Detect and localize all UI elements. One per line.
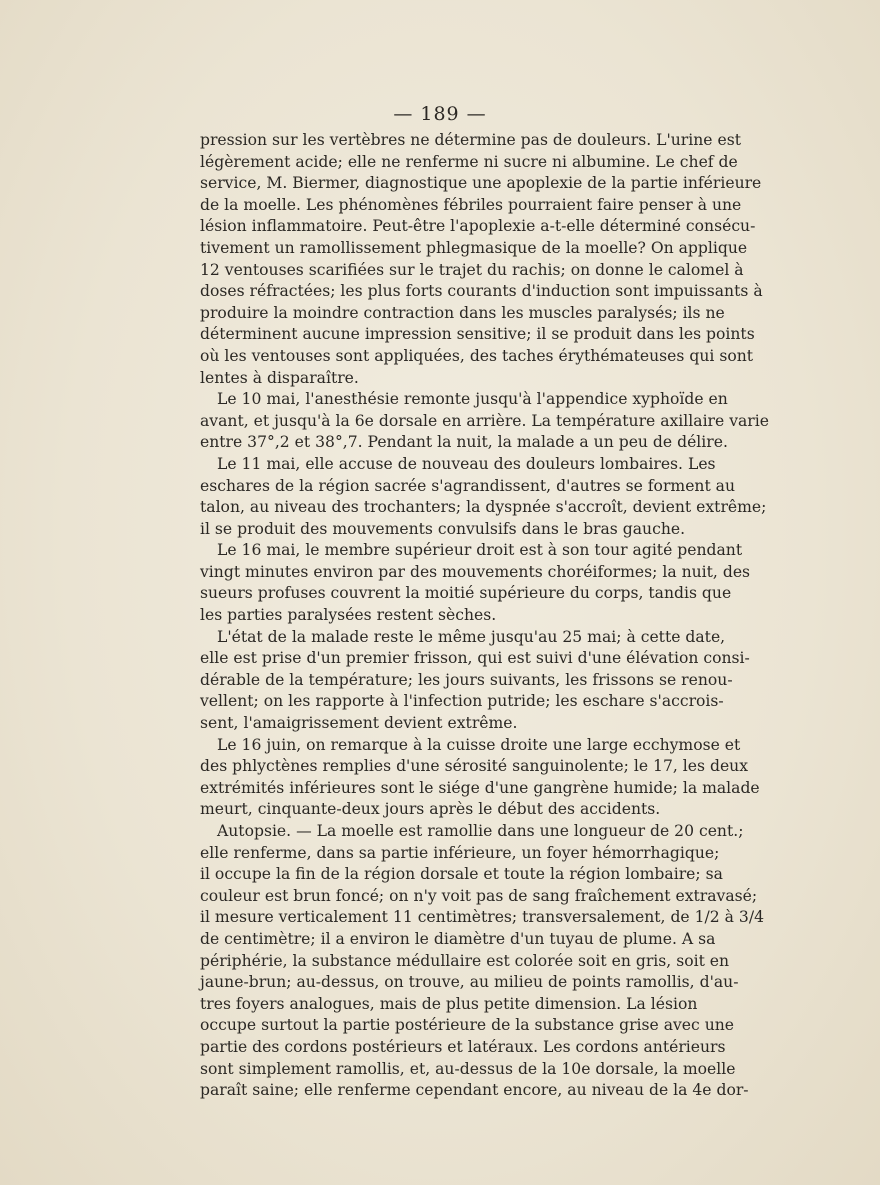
text-line: eschares de la région sacrée s'agrandissent, d'autres se forment au [200,476,736,495]
text-line: de la moelle. Les phénomènes fébriles pourraient faire penser à une [200,195,742,214]
text-line: Le 16 juin, on remarque à la cuisse droite une large ecchymose et [217,735,741,754]
text-line: dérable de la température; les jours suivants, les frissons se renou- [200,670,733,689]
page-number: — 189 — [393,103,487,125]
text-line: elle est prise d'un premier frisson, qui est suivi d'une élévation consi- [200,649,750,668]
text-line: de centimètre; il a environ le diamètre d'un tuyau de plume. A sa [200,929,716,948]
text-line: partie des cordons postérieurs et latéraux. Les cordons antérieurs [200,1037,726,1056]
text-line: périphérie, la substance médullaire est colorée soit en gris, soit en [200,951,730,970]
text-line: déterminent aucune impression sensitive; il se produit dans les points [200,325,755,344]
text-line: jaune-brun; au-dessus, on trouve, au milieu de points ramollis, d'au- [200,973,739,992]
text-line: service, M. Biermer, diagnostique une apoplexie de la partie inférieure [200,174,762,193]
text-line: lentes à disparaître. [200,368,359,387]
text-line: sent, l'amaigrissement devient extrême. [200,714,518,733]
text-line: légèrement acide; elle ne renferme ni sucre ni albumine. Le chef de [200,152,738,171]
text-line: sueurs profuses couvrent la moitié supérieure du corps, tandis que [200,584,732,603]
text-line: talon, au niveau des trochanters; la dyspnée s'accroît, devient extrême; [200,498,767,517]
text-line: avant, et jusqu'à la 6e dorsale en arrière. La température axillaire varie [200,411,769,430]
text-line: pression sur les vertèbres ne détermine pas de douleurs. L'urine est [200,131,741,149]
text-line: paraît saine; elle renferme cependant encore, au niveau de la 4e dor- [200,1081,749,1100]
text-line: il se produit des mouvements convulsifs dans le bras gauche. [200,519,686,538]
text-line: les parties paralysées restent sèches. [200,606,497,625]
text-line: où les ventouses sont appliquées, des taches érythémateuses qui sont [200,346,754,365]
text-line: L'état de la malade reste le même jusqu'au 25 mai; à cette date, [217,627,726,646]
text-line: meurt, cinquante-deux jours après le début des accidents. [200,800,661,819]
text-line: lésion inflammatoire. Peut-être l'apoplexie a-t-elle déterminé consécu- [200,217,756,236]
text-line: 12 ventouses scarifiées sur le trajet du rachis; on donne le calomel à [200,260,744,279]
text-line: vellent; on les rapporte à l'infection putride; les eschare s'accrois- [200,692,724,711]
text-line: des phlyctènes remplies d'une sérosité sanguinolente; le 17, les deux [200,757,749,776]
text-line: Autopsie. — La moelle est ramollie dans une longueur de 20 cent.; [217,822,744,840]
text-line: Le 16 mai, le membre supérieur droit est à son tour agité pendant [217,541,743,560]
text-line: Le 11 mai, elle accuse de nouveau des douleurs lombaires. Les [217,454,716,473]
text-line: produire la moindre contraction dans les muscles paralysés; ils ne [200,303,725,322]
text-line: doses réfractées; les plus forts courants d'induction sont impuissants à [200,282,763,301]
body-text [200,130,769,1102]
text-line: tres foyers analogues, mais de plus petite dimension. La lésion [200,994,698,1013]
text-line: il occupe la fin de la région dorsale et toute la région lombaire; sa [200,865,723,884]
text-line: occupe surtout la partie postérieure de la substance grise avec une [200,1016,735,1035]
text-line: sont simplement ramollis, et, au-dessus de la 10e dorsale, la moelle [200,1059,736,1078]
text-line: vingt minutes environ par des mouvements choréiformes; la nuit, des [200,562,751,581]
text-line: extrémités inférieures sont le siége d'une gangrène humide; la malade [200,778,760,797]
text-line: couleur est brun foncé; on n'y voit pas de sang fraîchement extravasé; [200,886,758,905]
text-line: entre 37°,2 et 38°,7. Pendant la nuit, la malade a un peu de délire. [200,433,728,452]
text-line: elle renferme, dans sa partie inférieure, un foyer hémorrhagique; [200,843,720,862]
text-line: il mesure verticalement 11 centimètres; transversalement, de 1/2 à 3/4 [200,908,765,927]
text-line: Le 10 mai, l'anesthésie remonte jusqu'à l'appendice xyphoïde en [217,390,728,409]
text-line: tivement un ramollissement phlegmasique de la moelle? On applique [200,238,748,257]
